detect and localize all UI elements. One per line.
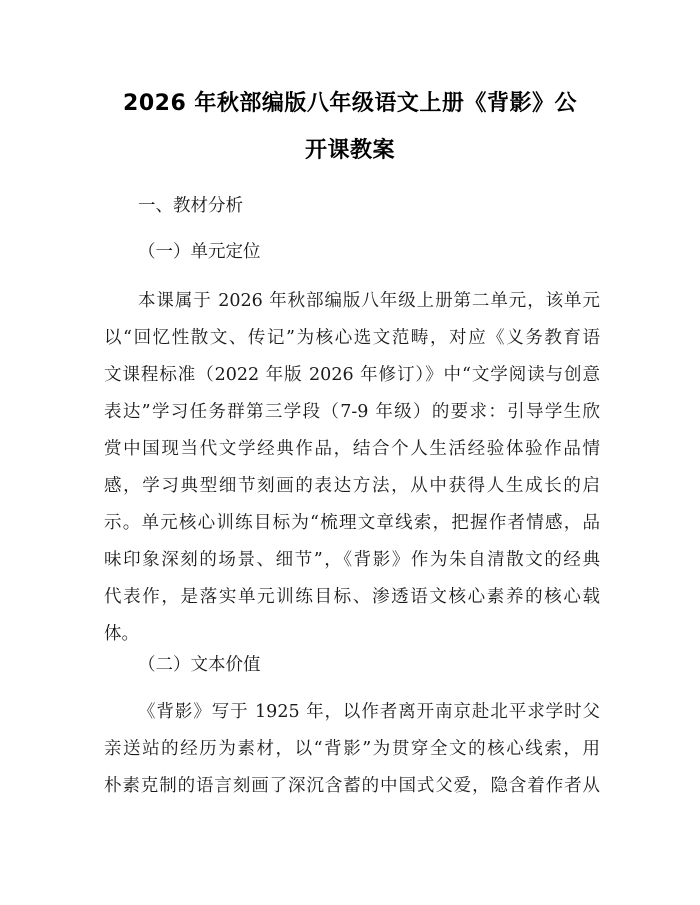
paragraph-line: 本课属于 2026 年秋部编版八年级上册第二单元，该单元 — [138, 291, 600, 311]
paragraph-line: 赏中国现当代文学经典作品，结合个人生活经验体验作品情 — [104, 439, 600, 459]
paragraph-line: 亲送站的经历为素材，以“背影”为贯穿全文的核心线索，用 — [104, 739, 600, 759]
paragraph-line: 以“回忆性散文、传记”为核心选文范畴，对应《义务教育语 — [104, 328, 600, 348]
paragraph-line: 朴素克制的语言刻画了深沉含蓄的中国式父爱，隐含着作者从 — [104, 776, 600, 796]
subsection-heading-unit-positioning: （一）单元定位 — [138, 242, 261, 262]
paragraph-line: 体。 — [104, 624, 139, 644]
paragraph-line: 示。单元核心训练目标为“梳理文章线索，把握作者情感，品 — [104, 513, 600, 533]
paragraph-line: 文课程标准（2022 年版 2026 年修订）》中“文学阅读与创意 — [104, 365, 600, 385]
paragraph-line: 代表作，是落实单元训练目标、渗透语文核心素养的核心载 — [104, 587, 600, 607]
paragraph-unit-positioning — [104, 283, 600, 653]
paragraph-line: 表达”学习任务群第三学段（7-9 年级）的要求：引导学生欣 — [104, 402, 600, 422]
paragraph-line: 味印象深刻的场景、细节”，《背影》作为朱自清散文的经典 — [104, 550, 600, 570]
subsection-heading-text-value: （二）文本价值 — [138, 655, 261, 675]
paragraph-line: 《背影》写于 1925 年，以作者离开南京赴北平求学时父 — [138, 702, 600, 722]
document-title-line-1: 2026 年秋部编版八年级语文上册《背影》公 — [123, 91, 577, 116]
paragraph-text-value — [104, 694, 600, 805]
section-heading-textbook-analysis: 一、教材分析 — [138, 196, 243, 216]
paragraph-line: 感，学习典型细节刻画的表达方法，从中获得人生成长的启 — [104, 476, 600, 496]
document-title-line-2: 开课教案 — [304, 138, 395, 163]
